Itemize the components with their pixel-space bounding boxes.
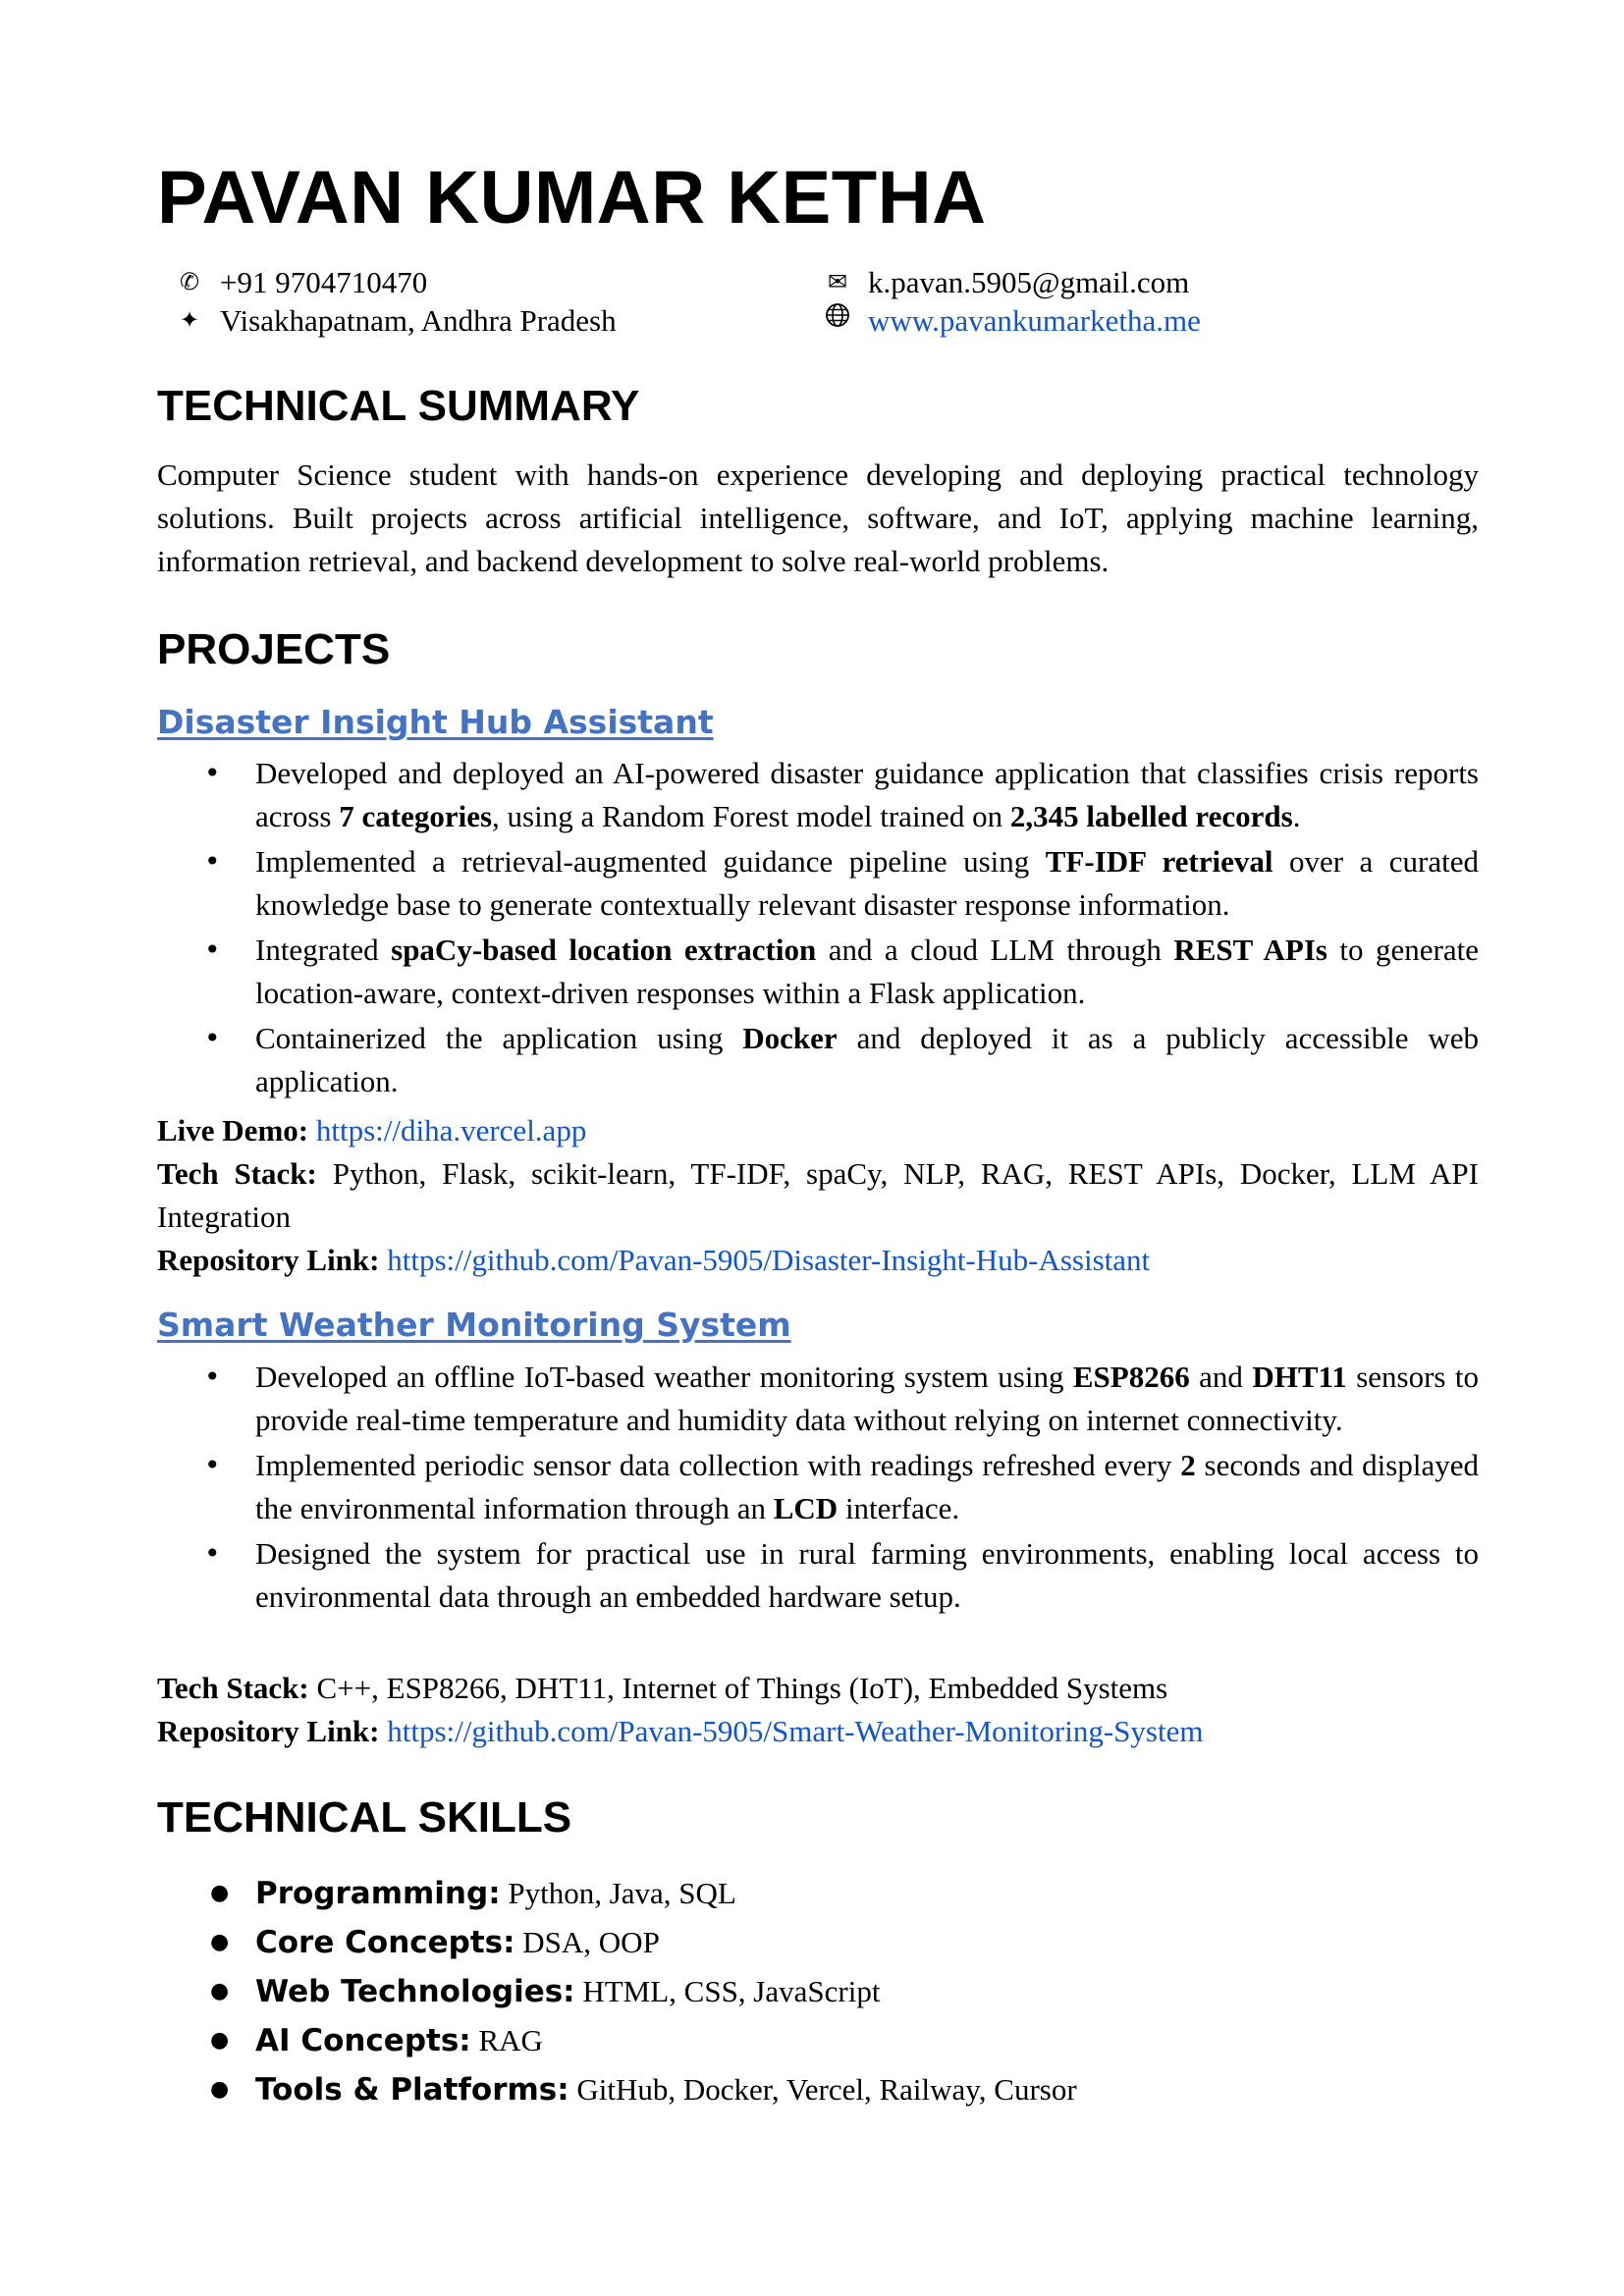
project-meta-disaster [157,1109,1479,1282]
location-text: Visakhapatnam, Andhra Pradesh [220,303,617,338]
skill-programming: ● Programming: Python, Java, SQL [157,1869,1077,1918]
skill-web-technologies: ● Web Technologies: HTML, CSS, JavaScript [157,1967,1077,2016]
skill-core-concepts: ● Core Concepts: DSA, OOP [157,1918,1077,1967]
skill-tools-platforms: ● Tools & Platforms: GitHub, Docker, Vercel, Railway, Cursor [157,2065,1077,2114]
globe-icon [821,301,854,340]
project-bullets-disaster [157,752,1479,1105]
live-demo-row: Live Demo: https://diha.vercel.app [157,1113,587,1148]
tech-stack-row: Tech Stack: C++, ESP8266, DHT11, Internet of Things (IoT), Embedded Systems [157,1671,1168,1705]
candidate-name: PAVAN KUMAR KETHA [157,156,987,240]
summary-text: Computer Science student with hands-on experience developing and deploying practical technology solutions. Built projects across artificial intelligence, software, and IoT, applying machine learning, information retrieval, and backend development to solve real-world problems. [157,457,1479,578]
skills-list [157,1869,1077,2114]
contact-right [821,263,1201,340]
list-item: • Developed and deployed an AI-powered disaster guidance application that classifies crisis reports across 7 categories, using a Random Forest model trained on 2,345 labelled records. [157,752,1479,838]
skills-heading: TECHNICAL SKILLS [157,1793,572,1842]
project-title-disaster[interactable]: Disaster Insight Hub Assistant [157,703,714,741]
repository-row: Repository Link: https://github.com/Pavan-5905/Disaster-Insight-Hub-Assistant [157,1243,1151,1277]
list-item: • Designed the system for practical use in rural farming environments, enabling local access to environmental data through an embedded hardware setup. [157,1532,1479,1619]
list-item: • Implemented a retrieval-augmented guidance pipeline using TF-IDF retrieval over a curated knowledge base to generate contextually relevant disaster response information. [157,840,1479,927]
website-row [821,301,1201,340]
phone-row [173,263,617,301]
repository-link[interactable]: https://github.com/Pavan-5905/Smart-Weather-Monitoring-System [387,1714,1204,1748]
skill-ai-concepts: ● AI Concepts: RAG [157,2016,1077,2065]
email-text: k.pavan.5905@gmail.com [868,265,1190,299]
list-item: • Implemented periodic sensor data collection with readings refreshed every 2 seconds and displayed the environmental information through an LCD interface. [157,1444,1479,1530]
live-demo-link[interactable]: https://diha.vercel.app [315,1113,587,1148]
website-link[interactable]: www.pavankumarketha.me [868,303,1201,338]
location-row [173,301,617,340]
contact-left [173,263,617,340]
list-item: • Containerized the application using Docker and deployed it as a publicly accessible web application. [157,1017,1479,1103]
email-row [821,263,1201,301]
phone-icon: ✆ [179,268,200,295]
project-title-weather[interactable]: Smart Weather Monitoring System [157,1306,791,1344]
project-meta-weather [157,1667,1479,1753]
repository-link[interactable]: https://github.com/Pavan-5905/Disaster-Insight-Hub-Assistant [387,1243,1151,1277]
phone-number: +91 9704710470 [220,265,428,299]
projects-heading: PROJECTS [157,625,391,673]
project-bullets-weather [157,1356,1479,1621]
list-item: • Developed an offline IoT-based weather monitoring system using ESP8266 and DHT11 sensors to provide real-time temperature and humidity data without relying on internet connectivity. [157,1356,1479,1442]
pin-icon: ✦ [179,306,200,334]
repository-row: Repository Link: https://github.com/Pavan-5905/Smart-Weather-Monitoring-System [157,1714,1204,1748]
list-item: • Integrated spaCy-based location extraction and a cloud LLM through REST APIs to generate location-aware, context-driven responses within a Flask application. [157,929,1479,1015]
tech-stack-row: Tech Stack: Python, Flask, scikit-learn, TF-IDF, spaCy, NLP, RAG, REST APIs, Docker, LLM API Integration [157,1156,1479,1234]
envelope-icon: ✉ [827,268,848,295]
summary-heading: TECHNICAL SUMMARY [157,382,640,430]
